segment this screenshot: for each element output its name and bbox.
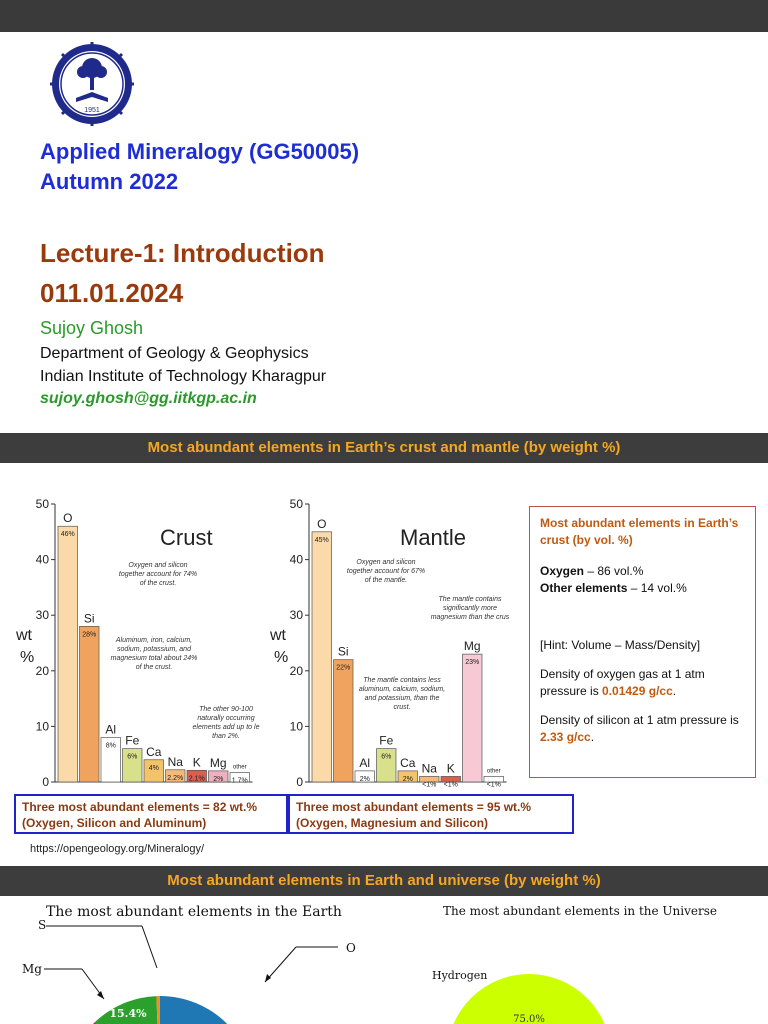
earth-pie-chart [0, 896, 384, 1024]
mantle-bar-label: Al [359, 755, 371, 770]
crust-bar-label: O [63, 511, 73, 526]
earth-pie-title: The most abundant elements in the Earth [46, 904, 342, 920]
crust-bar-label: Fe [125, 733, 140, 748]
mantle-ylabel: % [274, 649, 289, 666]
value-o: 29.7% [227, 995, 265, 1008]
crust-ytick-label: 40 [35, 552, 49, 567]
top-bar [0, 0, 768, 32]
other-elements-value: – 14 vol.% [627, 581, 687, 595]
course-term: Autumn 2022 [40, 169, 179, 194]
mantle-bar-label: Ca [400, 755, 416, 770]
logo-year: 1951 [84, 107, 100, 114]
crust-chart-title: Crust [160, 525, 213, 550]
mantle-ytick-label: 40 [289, 552, 303, 567]
mantle-bar-label: Fe [379, 733, 394, 748]
crust-value-label: 8% [105, 742, 116, 750]
institute-logo [50, 42, 134, 126]
value-mg: 15.4% [109, 1007, 147, 1020]
institute: Indian Institute of Technology Kharagpur [40, 368, 327, 385]
mantle-value-label: <1% [422, 781, 437, 789]
oxygen-label: Oxygen [540, 564, 585, 578]
crust-bar-label: K [192, 755, 201, 770]
value-s: 0.6% [150, 985, 180, 998]
crust-value-label: 2.2% [167, 774, 184, 782]
lecture-title: Lecture-1: Introduction [40, 238, 325, 268]
mantle-ytick-label: 30 [289, 608, 303, 623]
mantle-bar-label: Mg [463, 639, 481, 654]
crust-bar-label: other [232, 764, 247, 771]
oxygen-density-value: 0.01429 g/cc [602, 684, 673, 698]
mantle-value-label: 2% [402, 775, 413, 783]
hint-text: [Hint: Volume – Mass/Density] [540, 638, 701, 652]
crust-ytick-label: 10 [35, 719, 49, 734]
label-hydrogen: Hydrogen [432, 969, 488, 982]
oxygen-density-text: Density of oxygen gas at 1 atm pressure is [540, 667, 705, 698]
mantle-value-label: 6% [381, 753, 392, 761]
mantle-note: The mantle contains significantly more magnesium than the crus [430, 596, 510, 621]
mantle-ytick-label: 50 [289, 497, 303, 511]
period: . [590, 730, 595, 744]
crust-ylabel: wt [16, 627, 32, 644]
crust-bar-label: Na [167, 754, 183, 769]
crust-bar-si [80, 626, 100, 782]
crust-summary-line2: (Oxygen, Silicon and Aluminum) [22, 816, 207, 830]
mantle-chart [262, 492, 524, 792]
section-title-earth-universe: Most abundant elements in Earth and universe (by weight %) [0, 866, 768, 896]
mantle-value-label: 23% [465, 659, 480, 667]
universe-pie-title: The most abundant elements in the Universe [443, 904, 717, 918]
crust-bar-label: Ca [146, 744, 162, 759]
mantle-bar-label: other [486, 768, 501, 775]
silicon-density-text: Density of silicon at 1 atm pressure is [540, 713, 739, 727]
mantle-bar-label: Si [337, 644, 349, 659]
author-name: Sujoy Ghosh [40, 318, 144, 338]
crust-note: Aluminum, iron, calcium, sodium, potassium, and magnesium total about 24% of the crust. [110, 637, 198, 671]
mantle-value-label: 22% [336, 664, 351, 672]
mantle-value-label: <1% [486, 781, 501, 789]
other-elements-label: Other elements [540, 581, 628, 595]
universe-pie-chart [384, 896, 768, 1024]
lecture-date: 011.01.2024 [40, 278, 184, 308]
course-title: Applied Mineralogy (GG50005) [40, 139, 360, 164]
period: . [672, 684, 677, 698]
crust-value-label: 4% [148, 764, 159, 772]
mantle-bar-o [312, 532, 332, 782]
crust-value-label: 2% [213, 775, 224, 783]
mantle-bar-si [334, 660, 354, 782]
mantle-value-label: 2% [359, 775, 370, 783]
mantle-bar-label: O [317, 516, 327, 531]
crust-summary-box [14, 794, 288, 834]
mantle-ytick-label: 0 [296, 775, 303, 789]
mantle-ytick-label: 10 [289, 719, 303, 734]
mantle-bar-label: K [446, 761, 455, 776]
label-o: O [346, 941, 356, 955]
crust-summary-line1: Three most abundant elements = 82 wt.% [22, 800, 258, 814]
crust-note: The other 90-100 naturally occurring elements add up to le than 2%. [192, 706, 260, 740]
label-s: S [38, 918, 47, 932]
crust-note: Oxygen and silicon together account for 74% of the crust. [118, 562, 198, 587]
crust-ytick-label: 0 [42, 775, 49, 789]
mantle-summary-line2: (Oxygen, Magnesium and Silicon) [296, 816, 489, 830]
mantle-summary-box [288, 794, 574, 834]
mantle-note: Oxygen and silicon together account for 67% of the mantle. [346, 559, 426, 584]
mantle-chart-title: Mantle [400, 525, 467, 550]
mantle-summary-line1: Three most abundant elements = 95 wt.% [296, 800, 532, 814]
mantle-ytick-label: 20 [289, 663, 303, 678]
crust-bar-label: Al [105, 722, 117, 737]
mantle-ylabel: wt [270, 627, 286, 644]
silicon-density-value: 2.33 g/cc [540, 730, 591, 744]
crust-bar-label: Si [83, 611, 95, 626]
section-title-crust-mantle: Most abundant elements in Earth’s crust and mantle (by weight %) [0, 433, 768, 463]
infobox-title: Most abundant elements in Earth’s crust (by vol. %) [540, 516, 739, 547]
crust-value-label: 1.7% [231, 777, 248, 785]
crust-chart [8, 492, 266, 792]
label-mg: Mg [22, 962, 42, 976]
crust-value-label: 46% [60, 531, 75, 539]
mantle-bar-mg [463, 654, 483, 782]
source-link[interactable]: https://opengeology.org/Mineralogy/ [30, 843, 205, 855]
mantle-note: The mantle contains less aluminum, calcium, sodium, and potassium, than the crust. [358, 677, 446, 711]
crust-bar-label: Mg [209, 755, 227, 770]
mantle-value-label: <1% [443, 781, 458, 789]
oxygen-value: – 86 vol.% [584, 564, 644, 578]
crust-ytick-label: 30 [35, 608, 49, 623]
crust-ytick-label: 50 [35, 497, 49, 511]
mantle-bar-label: Na [421, 761, 437, 776]
mantle-value-label: 45% [314, 536, 329, 544]
crust-ylabel: % [20, 649, 35, 666]
value-hydrogen: 75.0% [513, 1014, 545, 1024]
volume-info-box [529, 506, 756, 778]
crust-bar-o [58, 526, 78, 782]
crust-value-label: 28% [82, 631, 97, 639]
author-email[interactable]: sujoy.ghosh@gg.iitkgp.ac.in [40, 390, 257, 407]
crust-value-label: 2.1% [188, 775, 205, 783]
crust-value-label: 6% [127, 753, 138, 761]
department: Department of Geology & Geophysics [40, 345, 309, 362]
crust-ytick-label: 20 [35, 663, 49, 678]
